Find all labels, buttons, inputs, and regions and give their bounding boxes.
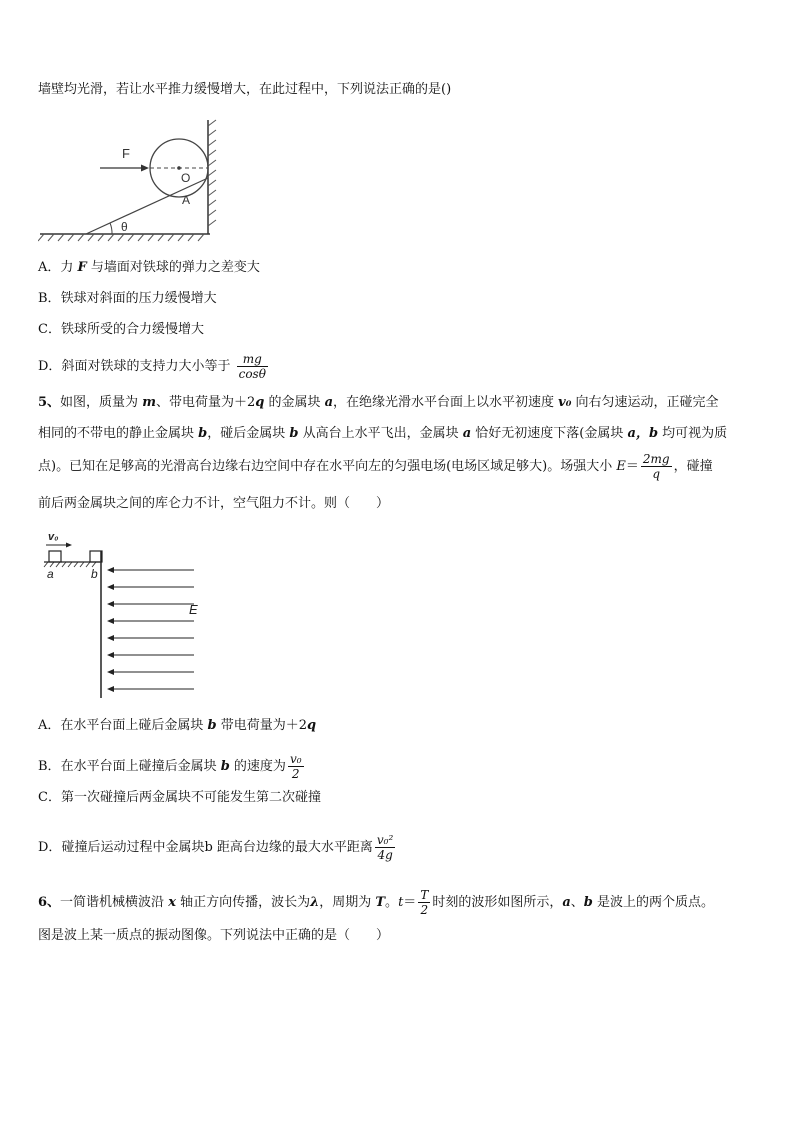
q4-label-center: O — [181, 171, 191, 185]
q4-label-point: A — [182, 193, 191, 207]
q5-stem-line-1: 5、如图，质量为 m、带电荷量为＋2q 的金属块 a，在绝缘光滑水平台面上以水平初速度 v₀ 向右匀速运动，正碰完全 — [38, 395, 719, 410]
q4-label-angle: θ — [121, 220, 128, 234]
q4-option-d: D．斜面对铁球的支持力大小等于 $\frac{mg}{\cos\theta}$ — [38, 352, 266, 381]
q5-stem-line-2: 相同的不带电的静止金属块 b，碰后金属块 b 从高台上水平飞出，金属块 a 恰好无初速度下落(金属块 a，b 均可视为质 — [38, 426, 728, 441]
q5-label-a: a — [47, 567, 54, 581]
q4-label-force: F — [122, 146, 130, 161]
q5-option-d: D．碰撞后运动过程中金属块b 距高台边缘的最大水平距离 $\frac{\text{v₀²}}{4g}$ — [38, 833, 394, 862]
q5-label-b: b — [91, 567, 98, 581]
q5-option-b: B．在水平台面上碰撞后金属块 b 的速度为 $\frac{\text{v₀}}{2}$ — [38, 752, 302, 781]
q4-option-c: C．铁球所受的合力缓慢增大 — [38, 322, 204, 337]
q5-option-a: A．在水平台面上碰后金属块 b 带电荷量为＋2q — [38, 718, 317, 733]
q4-option-b: B．铁球对斜面的压力缓慢增大 — [38, 291, 217, 306]
q6-stem-line-2: 图是波上某一质点的振动图像。下列说法中正确的是（ ） — [38, 928, 390, 943]
q5-label-v0: v₀ — [48, 531, 59, 543]
q6-time-fraction: $\frac{T}{2}$ — [420, 888, 429, 917]
q5-figure — [40, 530, 210, 700]
q5-stem-line-4: 前后两金属块之间的库仑力不计，空气阻力不计。则（ ） — [38, 496, 390, 511]
q5-option-c: C．第一次碰撞后两金属块不可能发生第二次碰撞 — [38, 790, 321, 805]
q4-option-a: A．力 F 与墙面对铁球的弹力之差变大 — [38, 260, 260, 275]
q5-option-b-fraction: $\frac{\text{v₀}}{2}$ — [289, 752, 302, 781]
q4-option-d-fraction: $\frac{mg}{\cos\theta}$ — [238, 352, 266, 381]
q6-stem-line-1: 6、一简谐机械横波沿 x 轴正方向传播，波长为λ，周期为 T。t＝ $\frac{T}{2}$ 时刻的波形如图所示，a、b 是波上的两个质点。 — [38, 888, 715, 917]
q5-field-fraction: $\frac{2mg}{q}$ — [642, 452, 670, 481]
q5-stem-line-3: 点)。已知在足够高的光滑高台边缘右边空间中存在水平向左的匀强电场(电场区域足够大)。场强大小 E＝ $\frac{2mg}{q}$ ，碰撞 — [38, 452, 713, 481]
q5-label-E: E — [189, 602, 198, 617]
q4-figure — [38, 118, 228, 242]
q4-stem: 墙壁均光滑，若让水平推力缓慢增大，在此过程中，下列说法正确的是() — [38, 82, 452, 97]
q5-option-d-fraction: $\frac{\text{v₀²}}{4g}$ — [376, 833, 394, 862]
